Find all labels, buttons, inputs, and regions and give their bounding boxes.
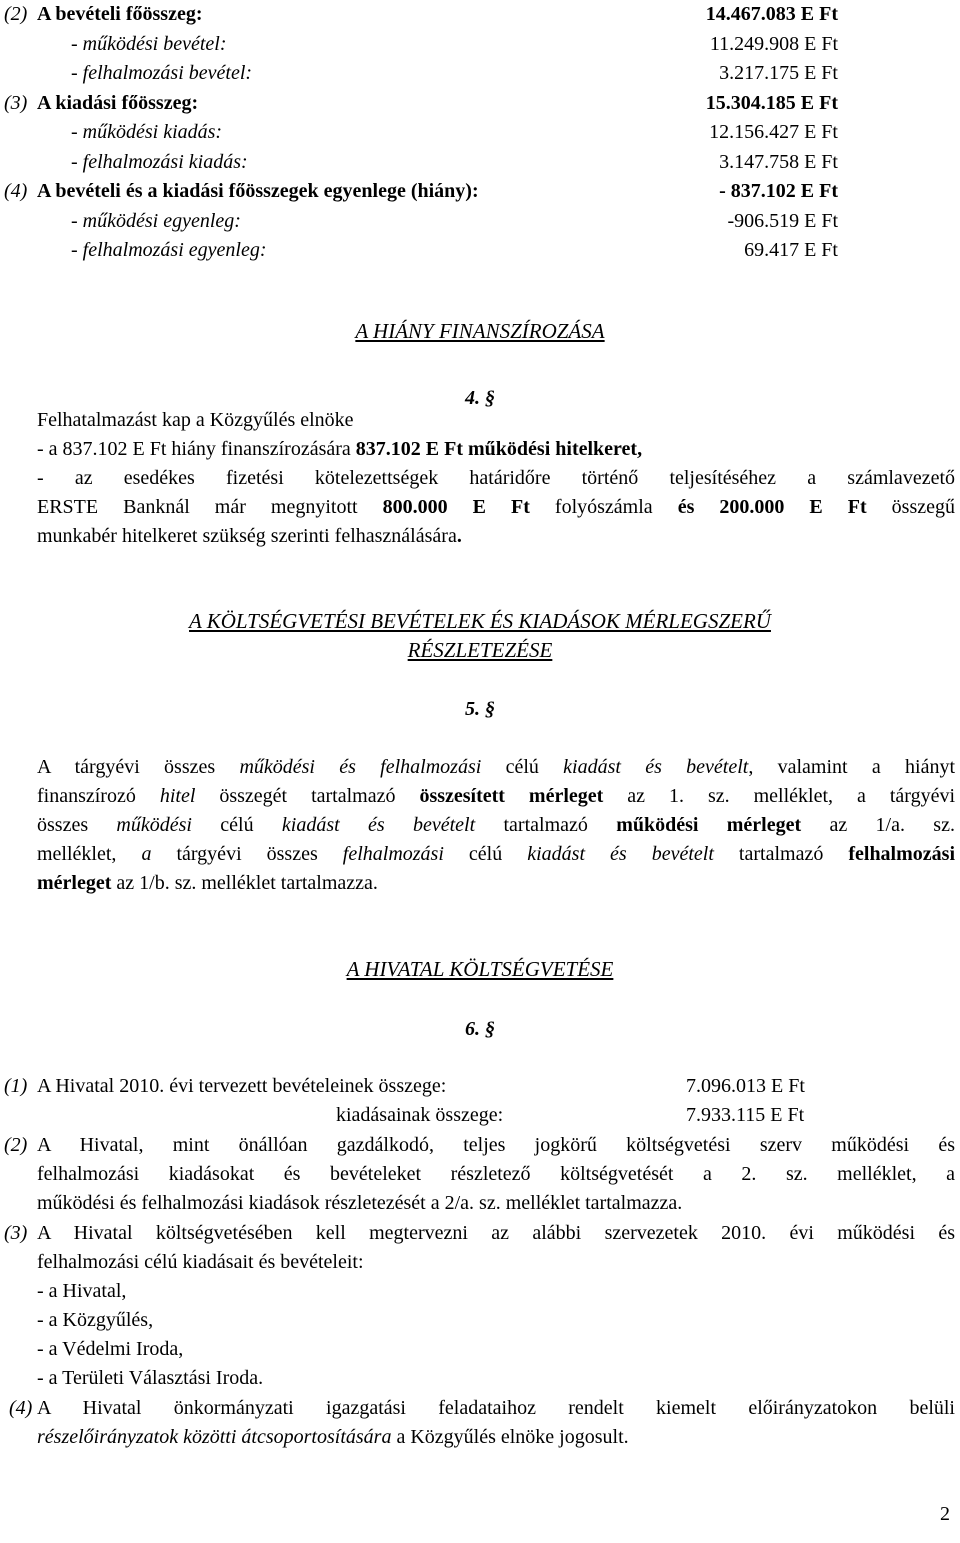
balance-l4-d: felhalmozási [342,843,444,865]
summary-row-number: (4) [4,180,28,202]
office-p4-line-2 [37,1423,955,1452]
office-p3-item: - a Közgyűlés, [37,1309,154,1331]
balance-line-5 [37,869,955,898]
balance-l2-c: összegét tartalmazó [195,785,420,807]
summary-row-label: A kiadási főösszeg: [37,91,199,114]
office-p3-line: felhalmozási célú kiadásait és bevételeit: [37,1251,364,1273]
summary-row-value: 3.217.175 E Ft [719,62,838,84]
balance-line-2 [37,782,955,811]
office-p3-item: - a Területi Választási Iroda. [37,1367,264,1389]
summary-row-value: 3.147.758 E Ft [719,150,838,173]
deficit-line-4 [37,493,955,522]
office-p1-label: A Hivatal 2010. évi tervezett bevételeinek összege: [37,1075,447,1097]
paragraph-number-6: 6. § [465,1018,495,1040]
balance-l3-a: összes [37,814,117,836]
balance-l4-a: melléklet, [37,843,142,865]
office-p3-paragraph [37,1219,955,1277]
office-p2-paragraph [37,1131,955,1218]
balance-l4-e: célú [443,843,528,865]
summary-row-label: A bevételi és a kiadási főösszegek egyenlege (hiány): [37,180,479,202]
balance-l4-h: felhalmozási [848,843,955,865]
summary-row-label: - működési egyenleg: [71,209,241,232]
balance-l1-a: A tárgyévi összes [37,756,240,778]
balance-l3-c: célú [191,814,282,836]
balance-l4-f: kiadást és bevételt [527,843,714,865]
balance-l1-e: , valamint a hiányt [748,756,955,778]
section-heading-office: A HIVATAL KÖLTSÉGVETÉSE [346,957,614,981]
deficit-credit-line: 837.102 E Ft működési hitelkeret, [355,438,643,460]
deficit-line-4-a: ERSTE Banknál már megnyitott [37,496,383,518]
office-p1-label2: kiadásainak összege: [336,1104,504,1126]
deficit-line-5-dot: . [456,525,462,547]
summary-row-label: - működési bevétel: [71,32,227,55]
summary-row-label: - felhalmozási kiadás: [71,150,248,173]
section-heading-balance-1: A KÖLTSÉGVETÉSI BEVÉTELEK ÉS KIADÁSOK MÉRLEGSZERŰ [189,609,771,633]
balance-l4-g: tartalmazó [713,843,849,865]
office-p2-line: felhalmozási kiadásokat és bevételeket részletező költségvetését a 2. sz. melléklet, a [37,1163,955,1185]
deficit-line-5 [37,522,955,551]
office-p3-item: - a Védelmi Iroda, [37,1338,184,1360]
balance-l1-b: működési és felhalmozási [239,756,482,778]
balance-l1-c: célú [481,756,564,778]
paragraph-number-4: 4. § [465,387,495,409]
office-p4-paragraph [37,1394,955,1452]
office-p1-value: 7.096.013 E Ft [686,1075,805,1097]
deficit-amount-800: 800.000 E Ft [382,496,530,518]
summary-row-value: - 837.102 E Ft [719,180,838,202]
balance-l3-g: az 1/a. sz. [801,814,955,836]
deficit-line-4-e: összegű [866,496,955,518]
summary-row-value: 69.417 E Ft [744,239,838,261]
balance-l3-d: kiadást és bevételt [281,814,476,836]
balance-l3-e: tartalmazó [475,814,617,836]
summary-row-number: (3) [4,91,28,114]
summary-row-value: -906.519 E Ft [727,209,838,232]
office-p2-number: (2) [4,1134,28,1156]
section-heading-deficit: A HIÁNY FINANSZÍROZÁSA [355,319,605,343]
office-p1-value2: 7.933.115 E Ft [686,1104,805,1126]
office-p3-number: (3) [4,1222,28,1244]
deficit-line-2-text: - a 837.102 E Ft hiány finanszírozására [37,438,356,460]
deficit-line-5-a: munkabér hitelkeret szükség szerinti felhasználására [37,525,457,547]
balance-l5-b: az 1/b. sz. melléklet tartalmazza. [111,872,378,894]
balance-l5-a: mérleget [37,872,112,894]
summary-row-value: 14.467.083 E Ft [705,3,838,25]
office-p4-line-2-a: részelőirányzatok közötti átcsoportosítására [37,1426,392,1448]
summary-row-value: 15.304.185 E Ft [705,91,838,114]
office-p4-line-2-b: a Közgyűlés elnöke jogosult. [391,1426,629,1448]
summary-row-number: (2) [4,3,28,25]
deficit-line-3: - az esedékes fizetési kötelezettségek határidőre történő teljesítéséhez a számlavezető [37,467,955,489]
office-p2-line: A Hivatal, mint önállóan gazdálkodó, teljes jogkörű költségvetési szerv működési és [37,1134,955,1156]
deficit-paragraph [37,464,955,551]
balance-l4-b: a [141,843,152,865]
deficit-line-4-c: folyószámla [529,496,678,518]
section-heading-balance-2: RÉSZLETEZÉSE [407,638,553,662]
page-number: 2 [940,1503,950,1525]
paragraph-number-5: 5. § [465,698,495,720]
balance-line-1 [37,753,955,782]
balance-l3-f: működési mérleget [616,814,802,836]
office-p3-item: - a Hivatal, [37,1280,127,1302]
summary-row-label: - felhalmozási bevétel: [71,62,253,84]
balance-l2-e: az 1. sz. melléklet, a tárgyévi [603,785,955,807]
office-p4-number: (4) [9,1397,33,1419]
balance-l1-d: kiadást és bevételt [563,756,749,778]
summary-row-label: - működési kiadás: [71,121,223,143]
office-p4-line-1: A Hivatal önkormányzati igazgatási feladataihoz rendelt kiemelt előirányzatokon belüli [37,1397,955,1419]
summary-row-label: A bevételi főösszeg: [37,3,203,25]
summary-row-value: 12.156.427 E Ft [709,121,838,143]
balance-line-3 [37,811,955,840]
summary-row-label: - felhalmozási egyenleg: [71,239,267,261]
balance-paragraph [37,753,955,898]
balance-l2-a: finanszírozó [37,785,160,807]
balance-line-4 [37,840,955,869]
balance-l2-d: összesített mérleget [419,785,604,807]
balance-l3-b: működési [116,814,192,836]
office-p1-number: (1) [4,1075,28,1097]
summary-row-value: 11.249.908 E Ft [709,32,838,55]
office-p2-line: működési és felhalmozási kiadások részletezését a 2/a. sz. melléklet tartalmazza. [37,1192,683,1214]
deficit-line-1: Felhatalmazást kap a Közgyűlés elnöke [37,409,354,431]
deficit-amount-200: és 200.000 E Ft [677,496,867,518]
deficit-line-2 [37,435,642,464]
balance-l2-b: hitel [159,785,196,807]
balance-l4-c: tárgyévi összes [151,843,343,865]
office-p3-line: A Hivatal költségvetésében kell megtervezni az alábbi szervezetek 2010. évi működési és [37,1222,955,1244]
